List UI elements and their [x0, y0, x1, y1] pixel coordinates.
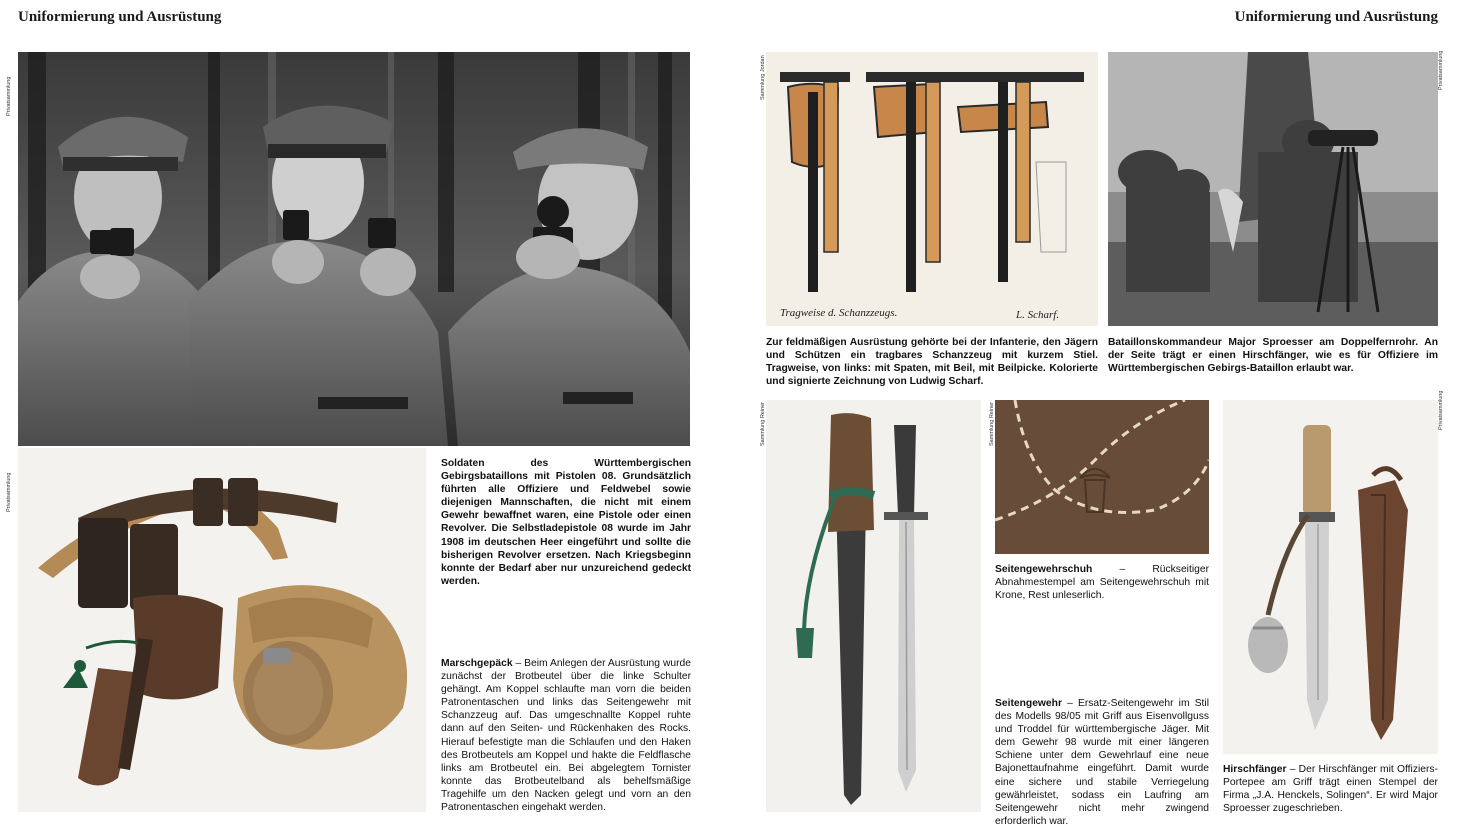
credit-photo-soldiers: Privatsammlung [6, 76, 12, 116]
photo-soldiers-with-pistols [18, 52, 690, 446]
running-head-right: Uniformierung und Ausrüstung [1234, 9, 1438, 25]
caption-hirschfaenger-body: – Der Hirschfänger mit Offiziers-Portepee am Griff trägt einen Stempel der Firma „J.A. Henckels, Solingen“. Er wird Major Sproesser zugeschrieben. [1223, 764, 1438, 815]
caption-soldiers: Soldaten des Württembergischen Gebirgsbataillons mit Pistolen 08. Grundsätzlich führten alle Offiziere und Feldwebel sowie diejenigen Mannschaften, die nicht mit einem Gewehr bewaffnet waren, eine Pistole oder einen Revolver. Die Selbstladepistole 08 wurde im Jahr 1908 im deutschen Heer eingeführt und sollte die bisherigen Revolver ersetzen. Nach Kriegsbeginn konnte der Bedarf aber nur unzureichend gedeckt werden. [441, 458, 691, 587]
caption-schanzzeug: Zur feldmäßigen Ausrüstung gehörte bei der Infanterie, den Jägern und Schützen ein tragbares Schanzzeug mit kurzem Stiel. Tragweise, von links: mit Spaten, mit Beil, mit Beilpicke. Kolorierte und signierte Zeichnung von Ludwig Scharf. [766, 337, 1098, 388]
credit-photo-major: Privatsammlung [1438, 50, 1444, 90]
credit-drawing: Sammlung Jordan [760, 55, 766, 100]
caption-seitengewehr-lead: Seitengewehr [995, 698, 1062, 709]
caption-seitengewehrschuh-lead: Seitengewehrschuh [995, 564, 1093, 575]
credit-photo-hunting-knife: Privatsammlung [1438, 390, 1444, 430]
right-page [733, 0, 1467, 826]
caption-hirschfaenger-lead: Hirschfänger [1223, 764, 1287, 775]
left-page [0, 0, 733, 826]
caption-hirschfaenger [1223, 763, 1438, 815]
caption-seitengewehr-body: – Ersatz-Seitengewehr im Stil des Modells 98/05 mit Griff aus Eisenvollguss und Troddel für württembergische Jäger. Mit dem Gewehr 98 wurde mit einer längeren Schiene unter dem Gewehrlauf eine neue Bajonettaufnahme eingeführt. Damit wurde eine sichere und stabile Verriegelung gewährleistet, sodass ein Laufring am Seitengewehr nicht mehr zwingend erforderlich war. [995, 698, 1209, 826]
drawing-title: Tragweise d. Schanzzeugs. [780, 307, 898, 319]
drawing-entrenching-tools [766, 52, 1098, 326]
caption-major: Bataillonskommandeur Major Sproesser am Doppelfernrohr. An der Seite trägt er einen Hirschfänger, wie es für Offiziere im Württembergischen Gebirgs-Bataillon erlaubt war. [1108, 337, 1438, 375]
photo-bayonet [766, 400, 981, 812]
photo-scabbard-stamp [995, 400, 1209, 554]
caption-marschgepaeck-body: – Beim Anlegen der Ausrüstung wurde zunächst der Brotbeutel über die linke Schulter gehängt. Am Koppel schlaufte man vorn die beiden Patronentaschen und links das Seitengewehr mit Schanzzeug auf. Das umgeschnallte Koppel ruhte dann auf den Seiten- und Rückenhaken des Rocks. Hierauf befestigte man die Schlaufen und den Haken des Brotbeutels am Koppel und hakte die Feldflasche links am Brotbeutel ein. Bei abgelegtem Tornister konnte das Brotbeutelband als behelfsmäßige Tragehilfe um den Nacken gelegt und vorn an den Patronentaschen eingehakt werden. [441, 658, 691, 814]
caption-seitengewehrschuh-body: – Rückseitiger Abnahmestempel am Seitengewehrschuh mit Krone, Rest unleserlich. [995, 564, 1209, 602]
photo-major-sproesser [1108, 52, 1438, 326]
caption-marschgepaeck-lead: Marschgepäck [441, 658, 513, 669]
caption-seitengewehrschuh [995, 563, 1209, 602]
caption-marschgepaeck [441, 657, 691, 814]
credit-photo-stamp: Sammlung Reiner [989, 401, 995, 446]
running-head-left: Uniformierung und Ausrüstung [18, 9, 222, 25]
caption-seitengewehr [995, 697, 1209, 826]
drawing-signature: L. Scharf. [1016, 309, 1060, 321]
credit-photo-bayonet: Sammlung Reiner [760, 401, 766, 446]
credit-photo-gear: Privatsammlung [6, 472, 12, 512]
photo-marching-gear [18, 448, 426, 812]
photo-hunting-knife [1223, 400, 1438, 754]
